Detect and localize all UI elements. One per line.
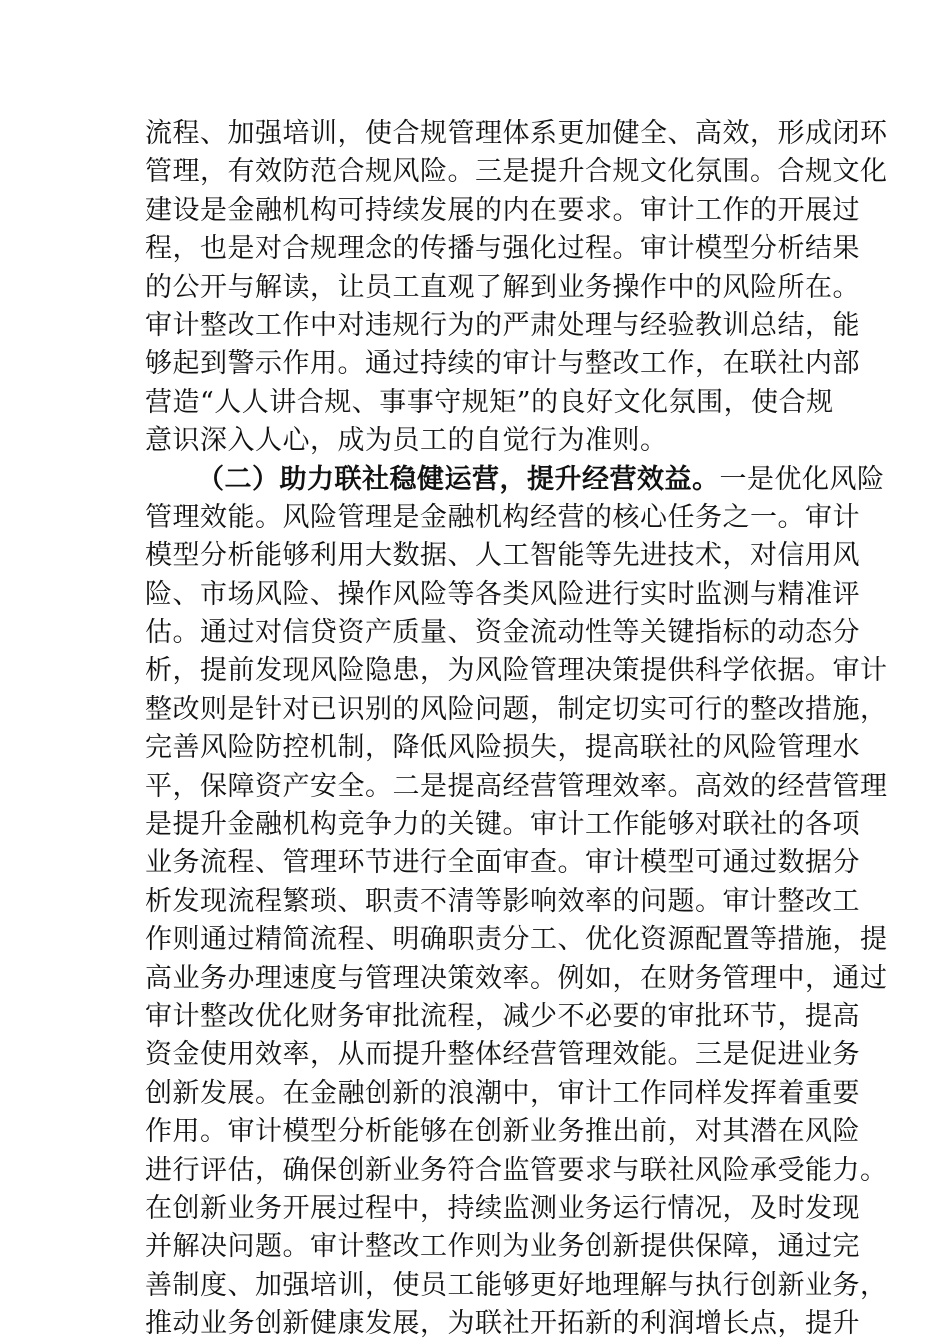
text-line: 审计整改工作中对违规行为的严肃处理与经验教训总结，能 (145, 309, 860, 341)
text-line: 流程、加强培训，使合规管理体系更加健全、高效，形成闭环 (145, 118, 888, 149)
text-line: 模型分析能够利用大数据、人工智能等先进技术，对信用风 (145, 540, 860, 572)
text-line: 管理效能。风险管理是金融机构经营的核心任务之一。审计 (145, 501, 860, 533)
text-line: 是提升金融机构竞争力的关键。审计工作能够对联社的各项 (145, 809, 860, 841)
paragraph-operations (145, 461, 888, 1344)
text-line: 资金使用效率，从而提升整体经营管理效能。三是促进业务 (145, 1039, 860, 1071)
text-line: 高业务办理速度与管理决策效率。例如，在财务管理中，通过 (145, 962, 888, 994)
text-line: 管理，有效防范合规风险。三是提升合规文化氛围。合规文化 (145, 156, 888, 188)
text-line: 的公开与解读，让员工直观了解到业务操作中的风险所在。 (145, 271, 860, 303)
text-line: 平，保障资产安全。二是提高经营管理效率。高效的经营管理 (145, 770, 888, 802)
section-first-line (145, 461, 885, 499)
text-line: 推动业务创新健康发展，为联社开拓新的利润增长点，提升 (145, 1308, 860, 1340)
text-fragment: 一是优化风险 (719, 463, 885, 495)
text-line: 进行评估，确保创新业务符合监管要求与联社风险承受能力。 (145, 1154, 888, 1186)
text-line: 意识深入人心，成为员工的自觉行为准则。 (145, 425, 668, 457)
text-line: 作用。审计模型分析能够在创新业务推出前，对其潜在风险 (145, 1116, 860, 1148)
text-line: 善制度、加强培训，使员工能够更好地理解与执行创新业务， (145, 1269, 888, 1301)
text-line: 够起到警示作用。通过持续的审计与整改工作，在联社内部 (145, 348, 860, 380)
text-line: 营造“人人讲合规、事事守规矩”的良好文化氛围，使合规 (145, 386, 834, 418)
text-line: 审计整改优化财务审批流程，减少不必要的审批环节，提高 (145, 1000, 860, 1032)
text-line: 作则通过精简流程、明确职责分工、优化资源配置等措施，提 (145, 924, 888, 956)
text-line: 并解决问题。审计整改工作则为业务创新提供保障，通过完 (145, 1231, 860, 1263)
paragraph-compliance-culture (145, 115, 888, 461)
section-heading: （二）助力联社稳健运营，提升经营效益。 (197, 463, 720, 495)
text-line: 完善风险防控机制，降低风险损失，提高联社的风险管理水 (145, 732, 860, 764)
text-line: 估。通过对信贷资产质量、资金流动性等关键指标的动态分 (145, 617, 860, 649)
text-line: 业务流程、管理环节进行全面审查。审计模型可通过数据分 (145, 847, 860, 879)
text-line: 创新发展。在金融创新的浪潮中，审计工作同样发挥着重要 (145, 1077, 860, 1109)
text-line: 析发现流程繁琐、职责不清等影响效率的问题。审计整改工 (145, 885, 860, 917)
document-body (145, 115, 888, 1344)
text-line: 整改则是针对已识别的风险问题，制定切实可行的整改措施， (145, 693, 888, 725)
text-line: 在创新业务开展过程中，持续监测业务运行情况，及时发现 (145, 1192, 860, 1224)
text-line: 析，提前发现风险隐患，为风险管理决策提供科学依据。审计 (145, 655, 888, 687)
text-line: 程，也是对合规理念的传播与强化过程。审计模型分析结果 (145, 233, 860, 265)
text-line: 建设是金融机构可持续发展的内在要求。审计工作的开展过 (145, 194, 860, 226)
text-line: 险、市场风险、操作风险等各类风险进行实时监测与精准评 (145, 578, 860, 610)
